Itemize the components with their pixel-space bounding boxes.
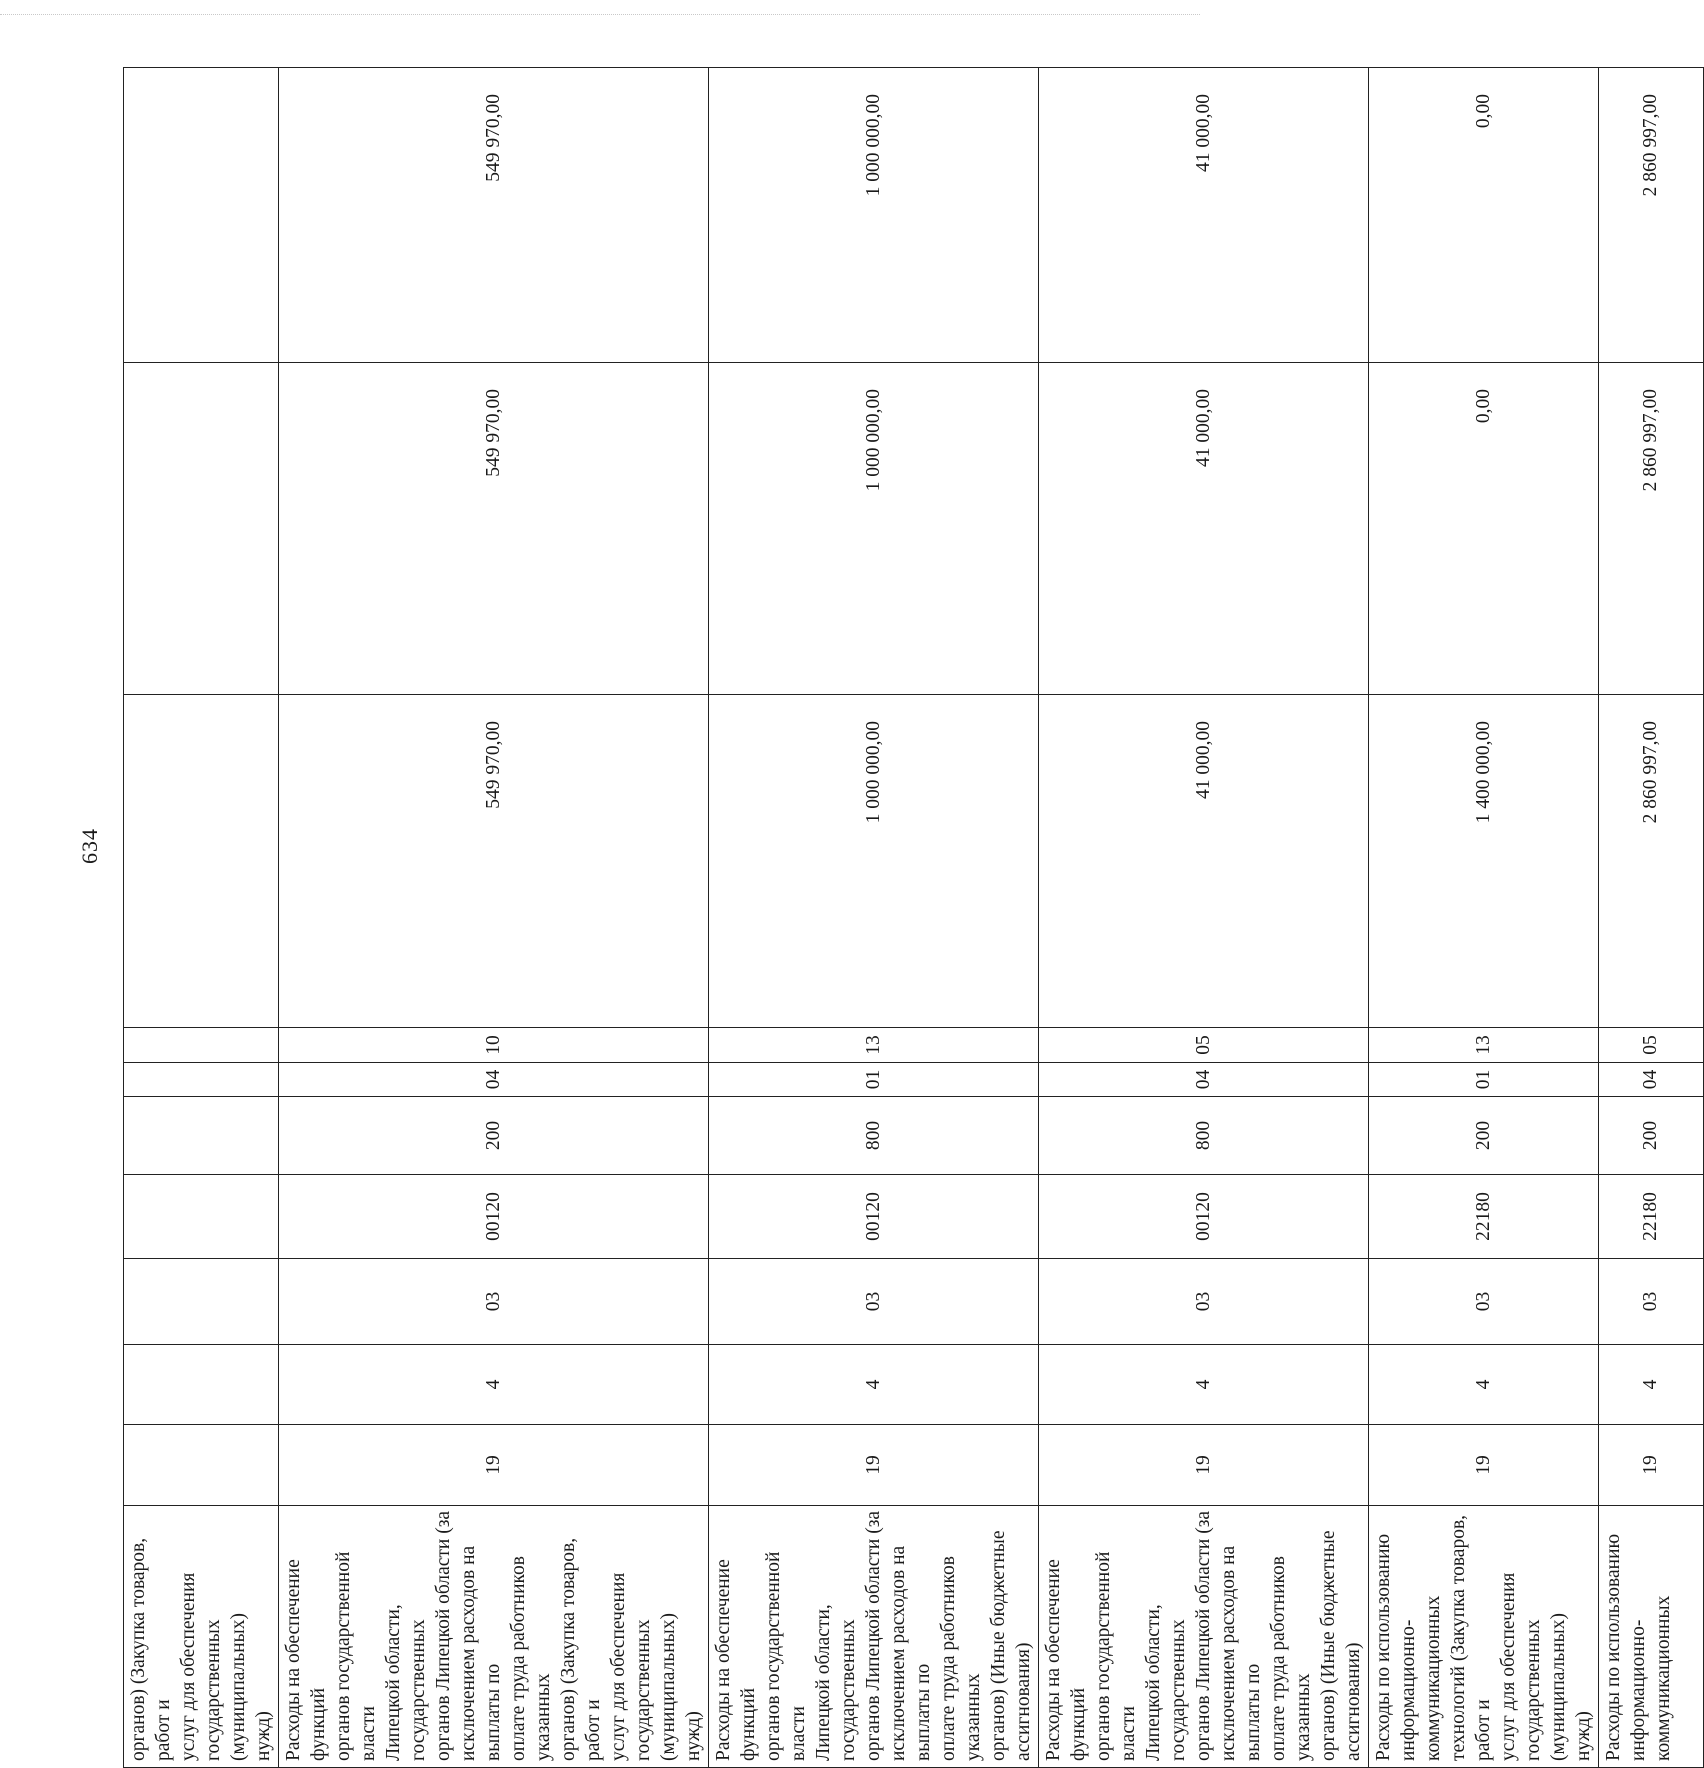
subprogram-code: 03 <box>1369 1259 1599 1345</box>
chapter-code: 01 <box>709 1063 1039 1097</box>
amount-year-1: 2 860 997,00 <box>1599 695 1704 1028</box>
subprogram-code: 03 <box>709 1259 1039 1345</box>
section-code: 19 <box>1039 1425 1369 1506</box>
expense-type-code: 800 <box>1039 1097 1369 1175</box>
amount-year-2: 1 000 000,00 <box>709 363 1039 695</box>
target-code <box>124 1175 279 1259</box>
expense-type-code: 200 <box>1599 1097 1704 1175</box>
table-row <box>709 68 1039 1768</box>
amount-year-2: 2 860 997,00 <box>1599 363 1704 695</box>
target-code: 00120 <box>709 1175 1039 1259</box>
amount-year-3 <box>124 68 279 363</box>
expense-description: органов) (Закупка товаров, работ и услуг для обеспечения государственных (муниципальных) нужд) <box>124 1506 279 1768</box>
amount-year-2: 0,00 <box>1369 363 1599 695</box>
chapter-code: 04 <box>1039 1063 1369 1097</box>
section-code: 19 <box>709 1425 1039 1506</box>
expense-description: Расходы по использованию информационно-коммуникационных <box>1599 1506 1704 1768</box>
program-code: 4 <box>1369 1345 1599 1425</box>
amount-year-2 <box>124 363 279 695</box>
subprogram-code: 03 <box>1039 1259 1369 1345</box>
amount-year-1: 549 970,00 <box>279 695 709 1028</box>
section-code: 19 <box>1599 1425 1704 1506</box>
chapter-code: 04 <box>279 1063 709 1097</box>
subchapter-code: 13 <box>709 1028 1039 1063</box>
expense-type-code: 200 <box>1369 1097 1599 1175</box>
amount-year-3: 2 860 997,00 <box>1599 68 1704 363</box>
target-code: 00120 <box>279 1175 709 1259</box>
section-code: 19 <box>279 1425 709 1506</box>
chapter-code <box>124 1063 279 1097</box>
target-code: 22180 <box>1369 1175 1599 1259</box>
target-code: 00120 <box>1039 1175 1369 1259</box>
program-code <box>124 1345 279 1425</box>
subchapter-code: 13 <box>1369 1028 1599 1063</box>
amount-year-1: 41 000,00 <box>1039 695 1369 1028</box>
page-number: 634 <box>77 828 102 864</box>
expense-type-code: 800 <box>709 1097 1039 1175</box>
amount-year-1 <box>124 695 279 1028</box>
budget-table-body <box>124 68 1704 1768</box>
amount-year-3: 0,00 <box>1369 68 1599 363</box>
subprogram-code: 03 <box>1599 1259 1704 1345</box>
subchapter-code: 05 <box>1039 1028 1369 1063</box>
table-row <box>1599 68 1704 1768</box>
program-code: 4 <box>1039 1345 1369 1425</box>
amount-year-2: 549 970,00 <box>279 363 709 695</box>
program-code: 4 <box>1599 1345 1704 1425</box>
amount-year-3: 41 000,00 <box>1039 68 1369 363</box>
table-row <box>1369 68 1599 1768</box>
expense-description: Расходы на обеспечение функций органов государственной власти Липецкой области, государственных органов Липецкой области (за исключением расходов на выплаты по оплате труда работников указанных органов) (Иные бюджетные ассигнования) <box>1039 1506 1369 1768</box>
table-row <box>279 68 709 1768</box>
amount-year-3: 549 970,00 <box>279 68 709 363</box>
amount-year-1: 1 000 000,00 <box>709 695 1039 1028</box>
budget-table <box>123 67 1704 1768</box>
subchapter-code <box>124 1028 279 1063</box>
scan-top-edge <box>0 14 1200 15</box>
amount-year-3: 1 000 000,00 <box>709 68 1039 363</box>
chapter-code: 04 <box>1599 1063 1704 1097</box>
program-code: 4 <box>279 1345 709 1425</box>
expense-description: Расходы по использованию информационно-коммуникационных технологий (Закупка товаров, работ и услуг для обеспечения государственных (муниципальных) нужд) <box>1369 1506 1599 1768</box>
subprogram-code: 03 <box>279 1259 709 1345</box>
amount-year-1: 1 400 000,00 <box>1369 695 1599 1028</box>
subprogram-code <box>124 1259 279 1345</box>
table-row <box>124 68 279 1768</box>
expense-description: Расходы на обеспечение функций органов государственной власти Липецкой области, государственных органов Липецкой области (за исключением расходов на выплаты по оплате труда работников указанных органов) (Иные бюджетные ассигнования) <box>709 1506 1039 1768</box>
table-row <box>1039 68 1369 1768</box>
subchapter-code: 10 <box>279 1028 709 1063</box>
amount-year-2: 41 000,00 <box>1039 363 1369 695</box>
program-code: 4 <box>709 1345 1039 1425</box>
expense-type-code <box>124 1097 279 1175</box>
section-code: 19 <box>1369 1425 1599 1506</box>
expense-description: Расходы на обеспечение функций органов государственной власти Липецкой области, государственных органов Липецкой области (за исключением расходов на выплаты по оплате труда работников указанных органов) (Закупка товаров, работ и услуг для обеспечения государственных (муниципальных) нужд) <box>279 1506 709 1768</box>
rotated-page-content <box>123 68 1674 1768</box>
target-code: 22180 <box>1599 1175 1704 1259</box>
chapter-code: 01 <box>1369 1063 1599 1097</box>
expense-type-code: 200 <box>279 1097 709 1175</box>
section-code <box>124 1425 279 1506</box>
subchapter-code: 05 <box>1599 1028 1704 1063</box>
